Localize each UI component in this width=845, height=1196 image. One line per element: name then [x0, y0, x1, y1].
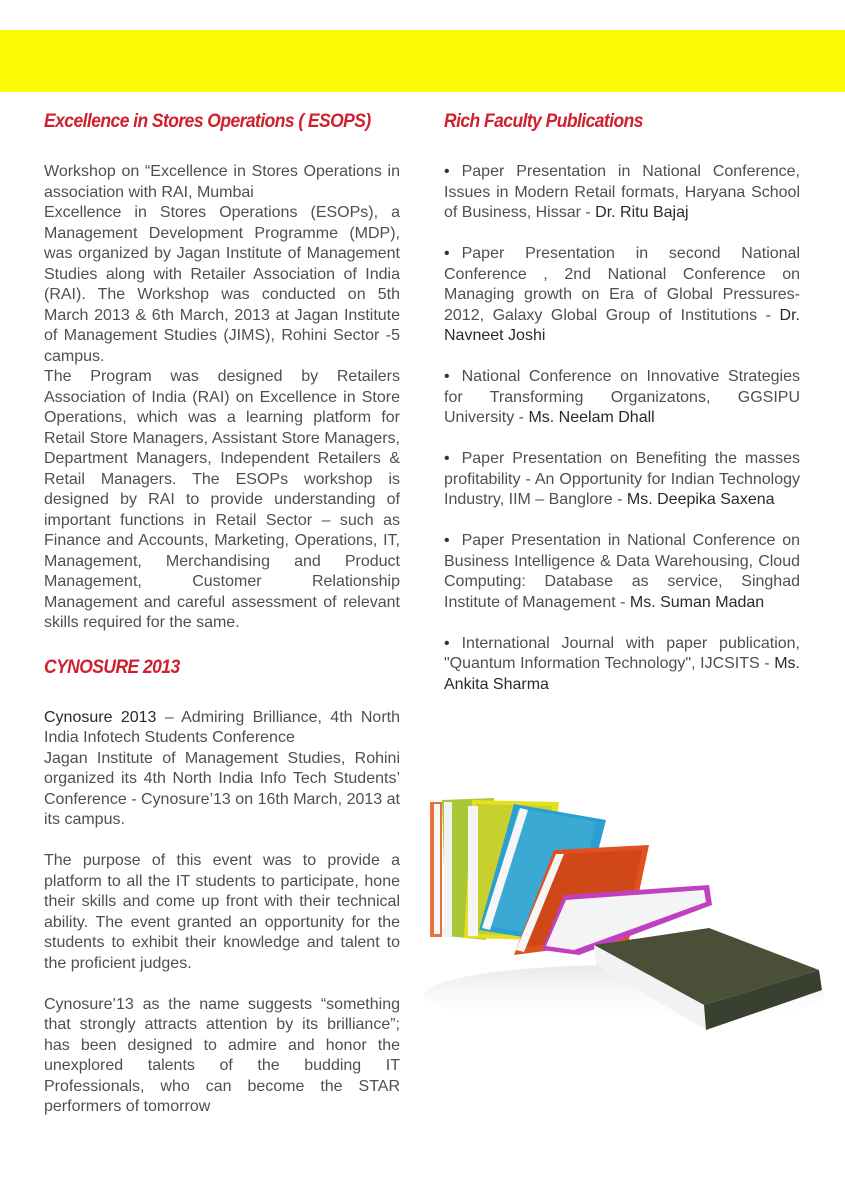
bullet-icon: •: [444, 368, 450, 385]
cynosure-para-1: Jagan Institute of Management Studies, Rohini organized its 4th North India Info Tech Students’ Conference - Cynosure’13 on 16th March, 2013 at its campus.: [44, 749, 400, 828]
cynosure-lead-rest: – Admiring Brilliance, 4th North India Infotech Students Conference: [44, 708, 401, 746]
books-icon: [424, 780, 834, 1030]
publication-item: • Paper Presentation in National Conference, Issues in Modern Retail formats, Haryana School of Business, Hissar - Dr. Ritu Bajaj: [444, 163, 800, 221]
bullet-icon: •: [444, 634, 450, 652]
left-column: [44, 110, 400, 1118]
publication-item: • Paper Presentation in second National Conference , 2nd National Conference on Managing growth on Era of Global Pressures-2012, Galaxy Global Group of Institutions - Dr. Navneet Joshi: [444, 245, 800, 344]
publication-author: Dr. Navneet Joshi: [444, 306, 800, 344]
publication-author: Ms. Deepika Saxena: [626, 491, 775, 508]
bullet-icon: •: [444, 532, 450, 549]
publication-author: Ms. Neelam Dhall: [528, 409, 655, 426]
publication-item: • International Journal with paper publication, "Quantum Information Technology", IJCSITS - Ms. Ankita Sharma: [444, 634, 800, 693]
esops-heading: Excellence in Stores Operations ( ESOPS): [44, 111, 371, 132]
bullet-icon: •: [444, 163, 450, 180]
publications-heading: Rich Faculty Publications: [444, 111, 643, 132]
publication-item: • Paper Presentation on Benefiting the masses profitability - An Opportunity for Indian Technology Industry, IIM – Banglore - Ms. Deepika Saxena: [444, 450, 800, 508]
publication-author: Ms. Ankita Sharma: [444, 655, 800, 693]
publication-author: Ms. Suman Madan: [629, 593, 765, 611]
publication-author: Dr. Ritu Bajaj: [595, 204, 689, 221]
publication-item: • Paper Presentation in National Conference on Business Intelligence & Data Warehousing, Cloud Computing: Database as service, Singhad Institute of Management - Ms. Suman Madan: [444, 532, 800, 611]
esops-para-2: The Program was designed by Retailers Association of India (RAI) on Excellence in Store Operations, which was a learning platform for Retail Store Managers, Assistant Store Managers, Department Managers, Independent Retailers & Retail Managers. The ESOPs workshop is designed by RAI to provide understanding of important functions in Retail Sector – such as Finance and Accounts, Marketing, Operations, IT, Management, Merchandising and Product Management, Customer Relationship Management and careful assessment of relevant skills required for the same.: [44, 368, 400, 631]
right-column: [444, 110, 800, 716]
books-illustration: [424, 780, 834, 1030]
bullet-icon: •: [444, 450, 450, 467]
publication-item: • National Conference on Innovative Strategies for Transforming Organizatons, GGSIPU University - Ms. Neelam Dhall: [444, 368, 800, 426]
esops-intro: Workshop on “Excellence in Stores Operations in association with RAI, Mumbai: [44, 163, 400, 201]
esops-para-1: Excellence in Stores Operations (ESOPs), a Management Development Programme (MDP), was organized by Jagan Institute of Management Studies along with Retailer Association of India (RAI). The Workshop was conducted on 5th March 2013 & 6th March, 2013 at Jagan Institute of Management Studies (JIMS), Rohini Sector -5 campus.: [44, 204, 400, 365]
cynosure-lead: [44, 708, 400, 749]
cynosure-heading: CYNOSURE 2013: [44, 656, 180, 678]
cynosure-lead-bold: Cynosure 2013: [44, 708, 157, 726]
header-yellow-band: [0, 30, 845, 92]
cynosure-para-2: The purpose of this event was to provide a platform to all the IT students to participate, hone their skills and come up front with their technical ability. The event granted an opportunity for the students to exhibit their knowledge and talent to the proficient judges.: [44, 852, 400, 972]
cynosure-para-3: Cynosure’13 as the name suggests “something that strongly attracts attention by its brilliance”; has been designed to admire and honor the unexplored talents of the budding IT Professionals, who can become the STAR performers of tomorrow: [44, 995, 400, 1115]
bullet-icon: •: [444, 245, 450, 262]
